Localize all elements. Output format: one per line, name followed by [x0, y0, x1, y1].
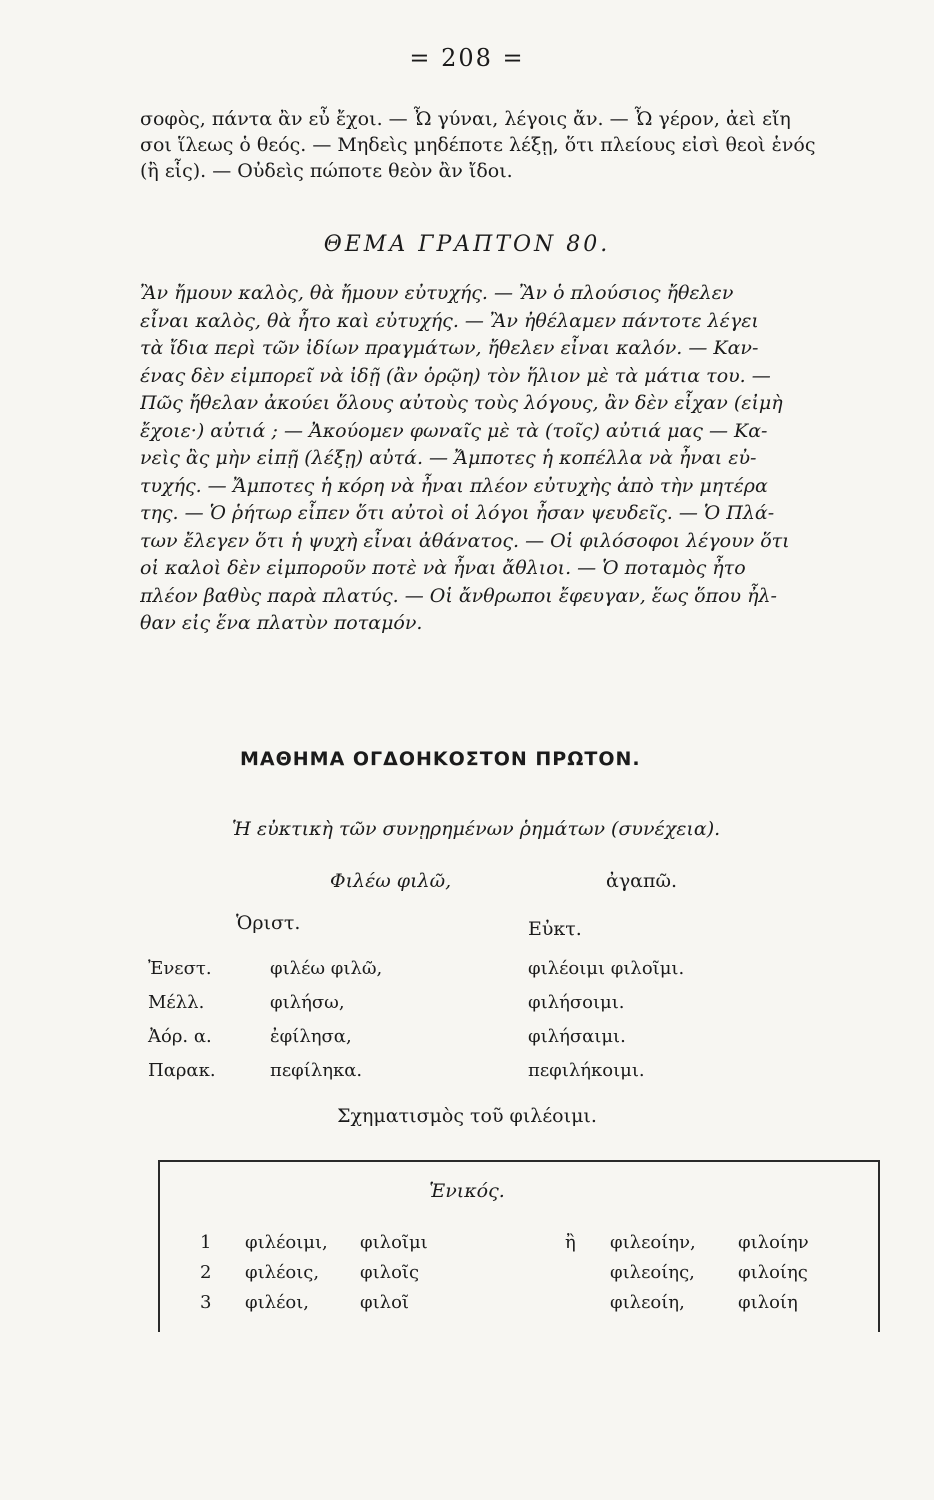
form-uncontracted: φιλέοις,	[245, 1262, 320, 1283]
table-row	[200, 1262, 860, 1290]
indicative-form: ἐφίλησα,	[270, 1026, 352, 1047]
conjugation-row	[148, 1060, 788, 1090]
text-line: των ἔλεγεν ὅτι ἡ ψυχὴ εἶναι ἀθάνατος. — Οἱ φιλόσοφοι λέγουν ὅτι	[140, 529, 790, 552]
indicative-form: φιλήσω,	[270, 992, 345, 1013]
text-line: τυχής. — Ἄμποτες ἡ κόρη νὰ ἦναι πλέον εὐτυχὴς ἀπὸ τὴν μητέρα	[140, 474, 768, 497]
text-line: νεὶς ἂς μὴν εἰπῇ (λέξῃ) αὐτά. — Ἄμποτες ἡ κοπέλλα νὰ ἦναι εὐ-	[140, 447, 757, 469]
form-contracted: φιλοῖ	[360, 1292, 409, 1313]
conjugation-row	[148, 992, 788, 1022]
optative-form: πεφιλήκοιμι.	[528, 1060, 645, 1081]
form-alt-uncontracted: φιλεοίης,	[610, 1262, 695, 1283]
tense-label: Μέλλ.	[148, 992, 205, 1013]
text-line: της. — Ὁ ῥήτωρ εἶπεν ὅτι αὐτοὶ οἱ λόγοι ἦσαν ψευδεῖς. — Ὁ Πλά-	[140, 502, 775, 524]
text-line: Πῶς ἤθελαν ἀκούει ὅλους αὐτοὺς τοὺς λόγους, ἂν δὲν εἶχαν (εἰμὴ	[140, 392, 783, 414]
text-line: πλέον βαθὺς παρὰ πλατύς. — Οἱ ἄνθρωποι ἔφευγαν, ἕως ὅπου ἦλ-	[140, 584, 777, 607]
opening-paragraph	[140, 106, 840, 184]
table-row	[200, 1292, 860, 1320]
alternative-marker: ἢ	[565, 1232, 576, 1253]
person-number: 3	[200, 1292, 212, 1313]
lesson-title: ΜΑΘΗΜΑ ΟΓΔΟΗΚΟΣΤΟΝ ΠΡΩΤΟΝ.	[240, 748, 641, 770]
tense-label: Παρακ.	[148, 1060, 216, 1081]
verb-right: ἀγαπῶ.	[606, 870, 678, 892]
text-line: Ἂν ἤμουν καλὸς, θὰ ἤμουν εὐτυχής. — Ἂν ὁ πλούσιος ἤθελεν	[140, 282, 734, 304]
tense-label: Ἀόρ. α.	[148, 1026, 212, 1047]
table-heading: Ἑνικός.	[429, 1180, 505, 1202]
conjugation-row	[148, 1026, 788, 1056]
form-alt-contracted: φιλοίην	[738, 1232, 809, 1253]
text-line: ἔχοιε·) αὐτιά ; — Ἀκούομεν φωναῖς μὲ τὰ (τοῖς) αὐτιά μας — Κα-	[140, 419, 768, 442]
text-line: θαν εἰς ἕνα πλατὺν ποταμόν.	[140, 612, 423, 634]
optative-form: φιλήσαιμι.	[528, 1026, 626, 1047]
form-contracted: φιλοῖμι	[360, 1232, 428, 1253]
form-alt-uncontracted: φιλεοίη,	[610, 1292, 685, 1313]
person-number: 2	[200, 1262, 212, 1283]
form-uncontracted: φιλέοιμι,	[245, 1232, 328, 1253]
indicative-form: φιλέω φιλῶ,	[270, 958, 383, 979]
indicative-header: Ὁριστ.	[236, 912, 301, 934]
exercise-paragraph	[140, 280, 840, 638]
verb-left: Φιλέω φιλῶ,	[330, 870, 452, 892]
text-line: σοφὸς, πάντα ἂν εὖ ἔχοι. — Ὦ γύναι, λέγοις ἄν. — Ὦ γέρον, ἀεὶ εἴη	[140, 108, 791, 130]
form-alt-contracted: φιλοίης	[738, 1262, 808, 1283]
text-line: ένας δὲν εἰμπορεῖ νὰ ἰδῇ (ἂν ὁρῷη) τὸν ἥλιον μὲ τὰ μάτια του. —	[140, 364, 771, 387]
form-contracted: φιλοῖς	[360, 1262, 420, 1283]
form-alt-uncontracted: φιλεοίην,	[610, 1232, 696, 1253]
optative-header: Εὐκτ.	[528, 918, 582, 940]
text-line: (ἢ εἷς). — Οὐδεὶς πώποτε θεὸν ἂν ἴδοι.	[140, 160, 513, 182]
table-row	[200, 1232, 860, 1260]
form-alt-contracted: φιλοίη	[738, 1292, 798, 1313]
lesson-subheading: Ἡ εὐκτικὴ τῶν συνῃρημένων ῥημάτων (συνέχεια).	[232, 818, 721, 840]
tense-label: Ἐνεστ.	[148, 958, 212, 979]
optative-form: φιλήσοιμι.	[528, 992, 625, 1013]
text-line: τὰ ἴδια περὶ τῶν ἰδίων πραγμάτων, ἤθελεν εἶναι καλόν. — Καν-	[140, 337, 759, 359]
conjugation-row	[148, 958, 788, 988]
form-uncontracted: φιλέοι,	[245, 1292, 310, 1313]
schema-title: Σχηματισμὸς τοῦ φιλέοιμι.	[337, 1105, 597, 1127]
indicative-form: πεφίληκα.	[270, 1060, 363, 1081]
exercise-title: ΘΕΜΑ ΓΡΑΠΤΟΝ 80.	[323, 232, 611, 257]
optative-form: φιλέοιμι φιλοῖμι.	[528, 958, 685, 979]
text-line: σοι ἵλεως ὁ θεός. — Μηδεὶς μηδέποτε λέξῃ, ὅτι πλείους εἰσὶ θεοὶ ἑνός	[140, 134, 816, 156]
person-number: 1	[200, 1232, 212, 1253]
text-line: οἱ καλοὶ δὲν εἰμποροῦν ποτὲ νὰ ἦναι ἄθλιοι. — Ὁ ποταμὸς ἦτο	[140, 557, 746, 579]
text-line: εἶναι καλὸς, θὰ ἦτο καὶ εὐτυχής. — Ἂν ἠθέλαμεν πάντοτε λέγει	[140, 309, 759, 332]
page-number: = 208 =	[409, 44, 525, 72]
